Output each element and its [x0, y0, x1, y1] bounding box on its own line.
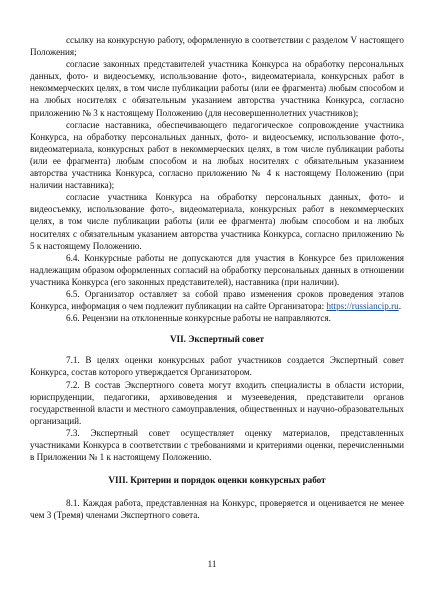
paragraph-link-requirement: ссылку на конкурсную работу, оформленную в соответствии с разделом V настоящего Положения;	[30, 35, 404, 58]
paragraph-8-1: 8.1. Каждая работа, представленная на Конкурс, проверяется и оценивается не менее чем 3 (Тремя) членами Экспертного совета.	[30, 498, 404, 521]
paragraph-6-6: 6.6. Рецензии на отклоненные конкурсные работы не направляются.	[66, 313, 331, 324]
paragraph-6-5-period: .	[398, 301, 401, 312]
paragraph-consent-legal-representatives: согласие законных представителей участника Конкурса на обработку персональных данных, фото- и видеосъемку, использование фото-, видеоматериала, конкурсных работ в некоммерческих целях, в том числе публикации работы (или ее фрагмента) любым способом и на любых носителях с обязательным указанием авторства участника Конкурса, согласно приложению № 3 к настоящему Положению (для несовершеннолетних участников);	[30, 59, 404, 118]
section-7-heading: VII. Экспертный совет	[169, 334, 265, 345]
section-8-heading: VIII. Критерии и порядок оценки конкурсных работ	[108, 475, 326, 486]
organizer-website-link[interactable]: https://russiancip.ru	[326, 301, 399, 312]
paragraph-6-5	[30, 288, 404, 312]
document-body	[30, 34, 404, 521]
paragraph-consent-participant: согласие участника Конкурса на обработку персональных данных, фото- и видеосъемку, использование фото-, видеоматериала, конкурсных работ в некоммерческих целях, в том числе публикации работы (или ее фрагмента) любым способом и на любых носителях с обязательным указанием авторства участника Конкурса, согласно приложению № 5 к настоящему Положению.	[30, 192, 404, 251]
paragraph-7-2: 7.2. В состав Экспертного совета могут входить специалисты в области истории, юриспруденции, педагогики, архивоведения и музееведения, представители органов государственной власти и местного самоуправления, общественных и научно-образовательных организаций.	[30, 379, 404, 426]
page-number: 11	[207, 559, 217, 569]
paragraph-6-4: 6.4. Конкурсные работы не допускаются для участия в Конкурсе без приложения надлежащим образом оформленных согласий на обработку персональных данных в отношении участника Конкурса (его законных представителей), наставника (при наличии).	[30, 252, 404, 287]
paragraph-7-1: 7.1. В целях оценки конкурсных работ участников создается Экспертный совет Конкурса, состав которого утверждается Организатором.	[30, 355, 404, 378]
paragraph-7-3: 7.3. Экспертный совет осуществляет оценку материалов, представленных участниками Конкурса в соответствии с требованиями и критериями оценки, перечисленными в Приложении № 1 к настоящему Положению.	[30, 427, 404, 463]
paragraph-6-5-text: 6.5. Организатор оставляет за собой право изменения сроков проведения этапов Конкурса, информация о чем подлежит публикации на сайте Организатора:	[30, 288, 404, 312]
paragraph-consent-mentor: согласие наставника, обеспечивающего педагогическое сопровождение участника Конкурса, на обработку персональных данных, фото- и видеосъемку, использование фото-, видеоматериала, конкурсных работ в некоммерческих целях, в том числе публикации работы (или ее фрагмента) любым способом и на любых носителях с обязательным указанием авторства участника Конкурса, согласно приложению № 4 к настоящему Положению (при наличии наставника);	[30, 119, 404, 191]
